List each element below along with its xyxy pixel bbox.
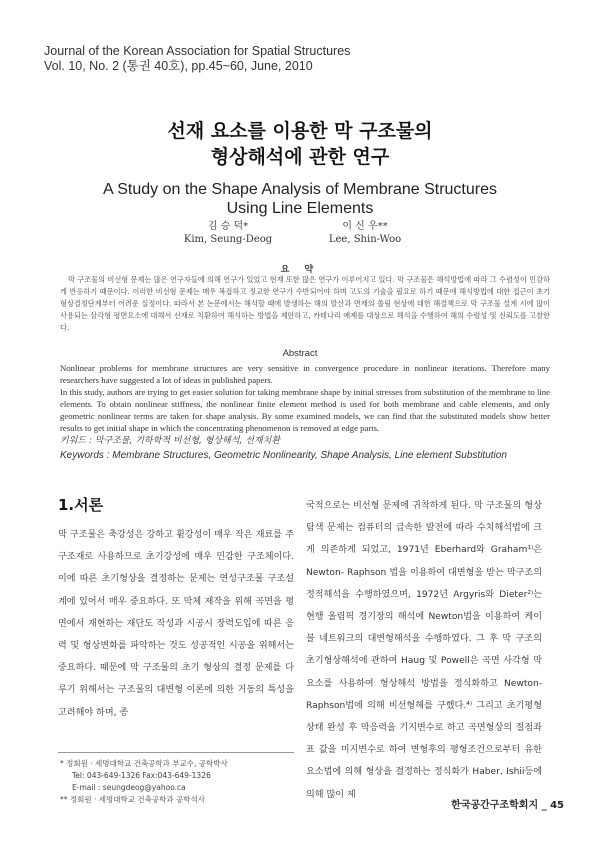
- title-korean-line2: 형상해석에 관한 연구: [210, 146, 390, 168]
- footnote-author-2: ** 정회원 · 세명대학교 건축공학과 공학석사: [60, 795, 205, 804]
- author-2-english: Lee, Shin-Woo: [328, 234, 402, 245]
- footnote-author-1: * 정회원 · 세명대학교 건축공학과 부교수, 공학박사: [60, 759, 228, 768]
- abstract-english-paragraph-2: In this study, authors are trying to get easier solution for taking membrane shape by initial stresses from substitution of the membrane to line elements. To obtain nonlinear stiffness, the nonlinear finite element method is used for both membrane and cable elements, and only geometric nonlinear terms are taken for shape analysis. By some examined models, we can find that the substituted models show better results to get initial shape in which the concentrating phenomenon is removed at edge parts.: [60, 387, 550, 433]
- footnote-tel: Tel: 043-649-1326 Fax:043-649-1326: [72, 771, 211, 780]
- author-1-korean: 김 승 덕*: [207, 221, 249, 232]
- abstract-english: [60, 362, 550, 434]
- abstract-korean-text: 막 구조물의 비선형 문제는 많은 연구자들에 의해 연구가 있었고 현재 또한 많은 연구가 이루어지고 있다. 막 구조물은 해석방법에 따라 그 수렴성이 민감하게 반응하기 때문이다. 이러한 비선형 문제는 매우 복잡하고 정교한 연구가 수반되어야 하며 고도의 기술을 필요로 하기 때문에 해석방법에 대한 접근이 초기형상결정단계부터 어려운 실정이다. 따라서 본 논문에서는 해석할 때에 발생하는 해의 발산과 면재의 쏠림 현상에 대한 해결책으로 막 구조물 설계 시에 많이 사용되는 삼각형 평면요소에 대해서 선재로 치환하여 해석하는 방법을 제안하고, 카테나리 예제를 대상으로 해석을 수행하여 해의 수렴성 및 신뢰도를 고찰한다.: [60, 275, 550, 332]
- author-2: [305, 220, 425, 246]
- body-right-column: 국적으로는 비선형 문제에 귀착하게 된다. 막 구조물의 형상탐색 문제는 컴퓨터의 급속한 발전에 따라 수치해석법에 크게 의존하게 되었고, 1971년 Eberhard와 Graham¹⁾은 Newton- Raphson 법을 이용하여 대변형을 받는 막구조의 정적해석을 수행하였으며, 1972년 Argyris와 Dieter²⁾는 현행 올림픽 경기장의 해석에 Newton법을 이용하여 케이블 네트워크의 대변형해석을 수행하였다. 그 후 막 구조의 초기형상해석에 관하여 Haug 및 Powell은 곡면 사각형 막요소를 사용하여 형상해석 방법을 정식화하고 Newton-Raphson법에 의해 비선형해를 구했다.⁴⁾ 그리고 초기평형상태 완성 후 막응력을 기지변수로 하고 곡면형상의 절점좌표 값을 미지변수로 하여 변형후의 평형조건으로부터 유한요소법에 의해 형상을 결정하는 정식화가 Haber, Ishii등에 의해 많이 제: [306, 501, 542, 800]
- author-2-korean: 이 신 우**: [342, 221, 388, 232]
- abstract-english-paragraph-1: Nonlinear problems for membrane structures are very sensitive in convergence procedure in nonlinear iterations. Therefore many researchers have suggested a lot of ideas in published papers.: [60, 363, 550, 385]
- footnotes: [60, 758, 296, 806]
- author-1-english: Kim, Seung-Deog: [183, 234, 273, 245]
- footnote-email: E-mail : seungdeog@yahoo.ca: [72, 783, 186, 792]
- page-footer: 한국공간구조학회지 _ 45: [451, 800, 564, 811]
- footnote-divider: [58, 752, 294, 753]
- journal-header: [44, 44, 350, 74]
- section-heading-introduction: 1.서론: [58, 496, 104, 514]
- title-english-line1: A Study on the Shape Analysis of Membrane Structures: [103, 181, 497, 198]
- author-1: [168, 220, 288, 246]
- abstract-english-heading: Abstract: [282, 348, 318, 359]
- keywords-english: Keywords : Membrane Structures, Geometric Nonlinearity, Shape Analysis, Line element Substitution: [60, 450, 507, 461]
- keywords-korean: 키워드 : 막구조물, 기하학적 비선형, 형상해석, 선재치환: [60, 436, 281, 446]
- journal-volume: Vol. 10, No. 2 (통권 40호), pp.45~60, June, 2010: [44, 59, 313, 73]
- title-korean-line1: 선재 요소를 이용한 막 구조물의: [167, 120, 433, 142]
- abstract-korean-heading: 요 약: [280, 265, 320, 275]
- journal-name: Journal of the Korean Association for Spatial Structures: [44, 44, 351, 58]
- title-english-line2: Using Line Elements: [226, 200, 374, 217]
- body-left-column: 막 구조물은 축강성은 강하고 휨강성이 매우 작은 재료를 주 구조재로 사용하므로 초기강성에 매우 민감한 구조체이다. 이에 따른 초기형상을 결정하는 문제는 연성구조물 구조설계에 있어서 매우 중요하다. 또 막체 제작을 위해 곡면을 평면에서 재현하는 재단도 작성과 시공시 장력도입에 따른 응력 및 형상변화를 파악하는 것도 성공적인 시공을 위해서는 중요하다. 때문에 막 구조물의 초기 형상의 결정 문제를 다루기 위해서는 구조물의 대변형 이론에 의한 거동의 특성을 고려해야 하며, 종: [58, 530, 294, 718]
